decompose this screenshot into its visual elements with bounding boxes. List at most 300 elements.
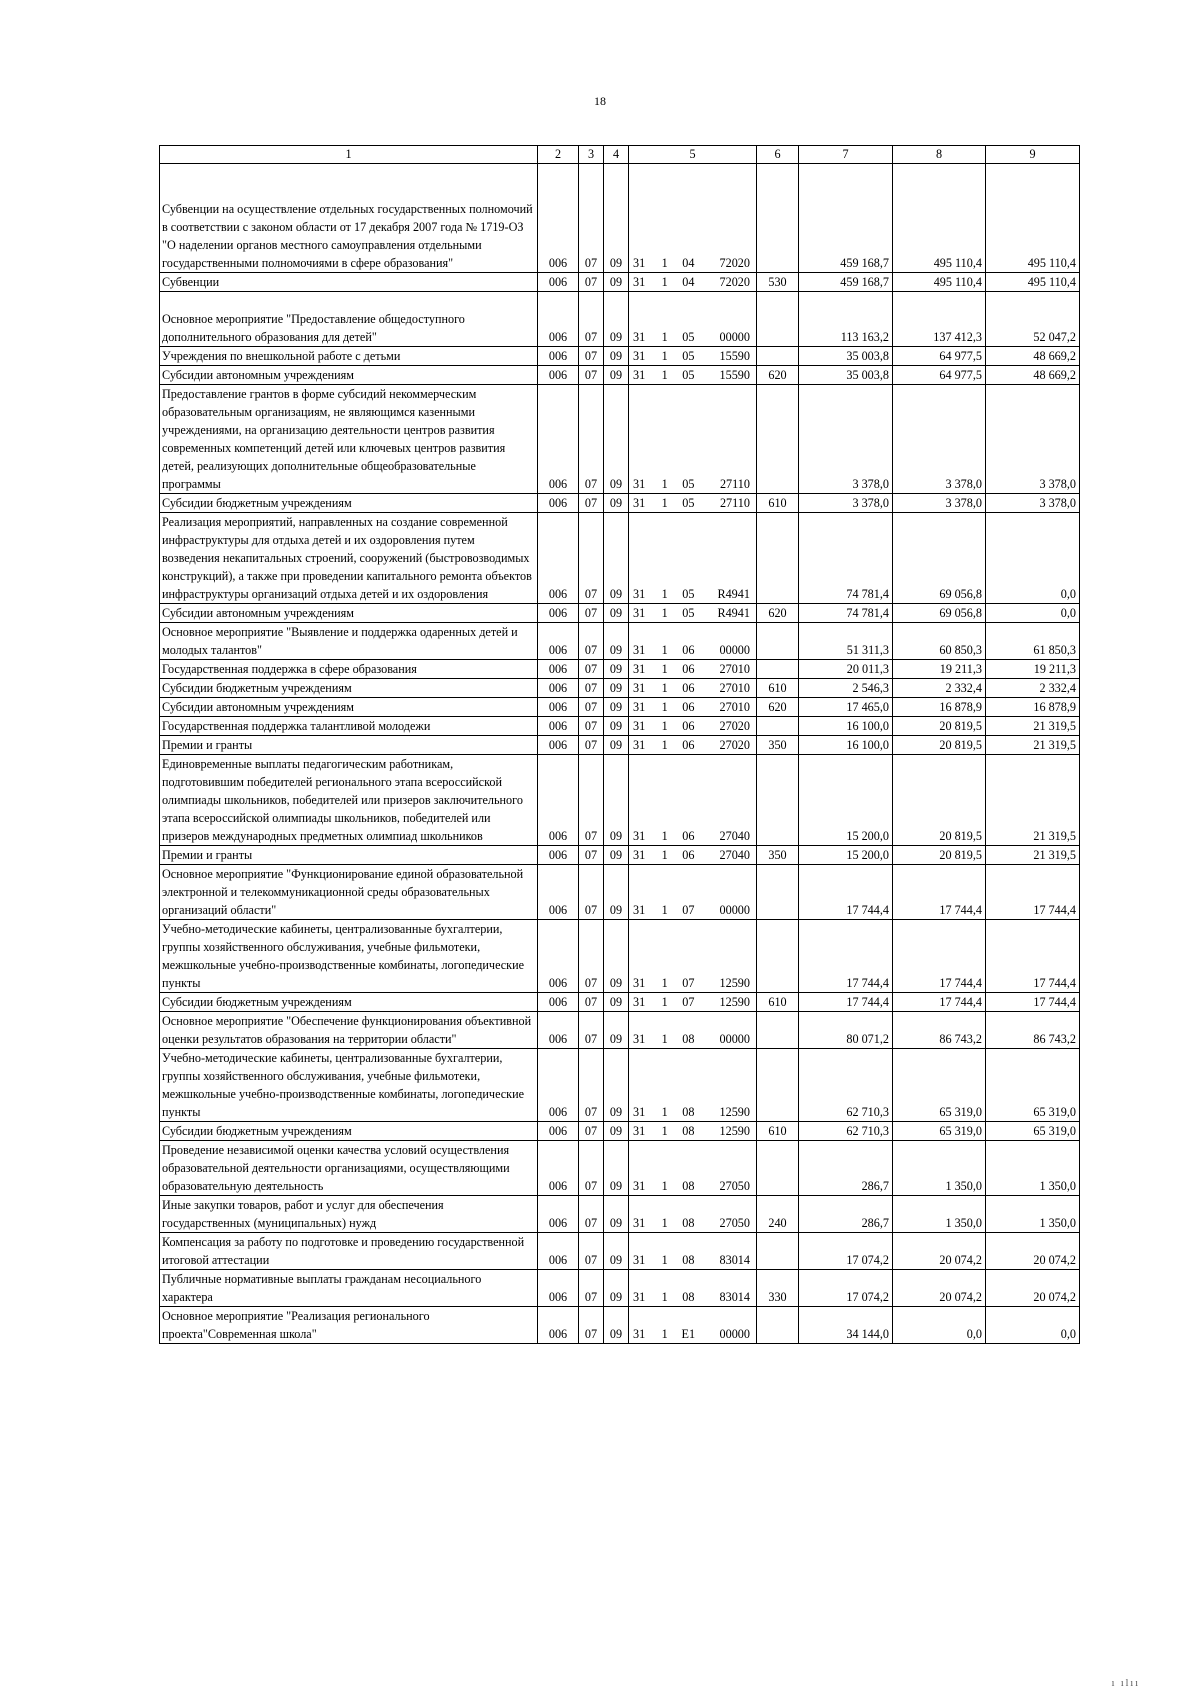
header-cell: 8 (893, 146, 986, 164)
expense-type-cell (757, 623, 799, 660)
row-name: Государственная поддержка в сфере образования (162, 662, 417, 676)
row-name: Основное мероприятие "Предоставление общедоступного дополнительного образования для детей" (162, 312, 465, 344)
expense-type-cell (757, 347, 799, 366)
target-article-k3: 07 (682, 903, 695, 917)
expense-type-cell (757, 660, 799, 679)
target-article-cell (629, 698, 757, 717)
row-name-cell (160, 366, 538, 385)
target-article-k2: 1 (661, 738, 668, 752)
target-article-k4: 00000 (719, 643, 750, 657)
ministry-code-cell: 006 (538, 993, 579, 1012)
target-article-k4: 72020 (719, 256, 750, 270)
row-name-cell (160, 623, 538, 660)
amount-2020-cell: 16 100,0 (799, 717, 893, 736)
target-article-k1: 31 (633, 275, 646, 289)
table-row (160, 273, 1080, 292)
target-article-k4: 00000 (719, 1327, 750, 1341)
subsection-code-cell: 09 (604, 920, 629, 993)
target-article-k1: 31 (633, 1105, 646, 1119)
ministry-code-cell: 006 (538, 1122, 579, 1141)
row-name: Субсидии бюджетным учреждениям (162, 1124, 352, 1138)
row-name-cell (160, 164, 538, 273)
target-article-k1: 31 (633, 1290, 646, 1304)
target-article-k3: 04 (682, 256, 695, 270)
target-article-k1: 31 (633, 976, 646, 990)
target-article-code (629, 494, 756, 512)
row-name: Предоставление грантов в форме субсидий некоммерческим образовательным организациям, не являющимся казенными учреждениями, на организацию деятельности центров развития современных компетенций детей или ключевых центров развития детей, реализующих дополнительные общеобразовательные программы (162, 387, 506, 491)
target-article-cell (629, 623, 757, 660)
budget-table (159, 145, 1080, 1344)
target-article-k4: 27040 (719, 829, 750, 843)
ministry-code-cell: 006 (538, 1196, 579, 1233)
target-article-k2: 1 (661, 1124, 668, 1138)
subsection-code-cell: 09 (604, 494, 629, 513)
ministry-code-cell: 006 (538, 164, 579, 273)
subsection-code-cell: 09 (604, 846, 629, 865)
table-row (160, 755, 1080, 846)
ministry-code-cell: 006 (538, 494, 579, 513)
target-article-cell (629, 993, 757, 1012)
target-article-k2: 1 (661, 903, 668, 917)
table-row (160, 660, 1080, 679)
row-name: Основное мероприятие "Выявление и поддержка одаренных детей и молодых талантов" (162, 625, 518, 657)
table-row (160, 494, 1080, 513)
row-spacer (162, 292, 535, 310)
row-name: Премии и гранты (162, 848, 253, 862)
target-article-cell (629, 385, 757, 494)
amount-2022-cell: 0,0 (986, 513, 1080, 604)
row-name: Премии и гранты (162, 738, 253, 752)
section-code-cell: 07 (579, 736, 604, 755)
section-code-cell: 07 (579, 717, 604, 736)
target-article-k4: 83014 (719, 1253, 750, 1267)
target-article-code (629, 1030, 756, 1048)
target-article-code (629, 1288, 756, 1306)
target-article-code (629, 1251, 756, 1269)
section-code-cell: 07 (579, 846, 604, 865)
amount-2020-cell: 113 163,2 (799, 292, 893, 347)
ministry-code-cell: 006 (538, 698, 579, 717)
target-article-code (629, 1325, 756, 1343)
row-name: Учебно-методические кабинеты, централизованные бухгалтерии, группы хозяйственного обслуживания, учебные фильмотеки, межшкольные учебно-производственные комбинаты, логопедические пункты (162, 1051, 525, 1119)
table-row (160, 1307, 1080, 1344)
ministry-code-cell: 006 (538, 679, 579, 698)
target-article-k2: 1 (661, 1032, 668, 1046)
target-article-k2: 1 (661, 1216, 668, 1230)
target-article-k4: 27110 (719, 477, 750, 491)
target-article-k2: 1 (661, 1105, 668, 1119)
target-article-k2: 1 (661, 477, 668, 491)
target-article-k4: 27010 (719, 700, 750, 714)
amount-2022-cell: 19 211,3 (986, 660, 1080, 679)
amount-2021-cell: 60 850,3 (893, 623, 986, 660)
target-article-k4: 27040 (719, 848, 750, 862)
ministry-code-cell: 006 (538, 366, 579, 385)
expense-type-cell: 610 (757, 993, 799, 1012)
target-article-cell (629, 1122, 757, 1141)
row-name-cell (160, 604, 538, 623)
target-article-k3: 08 (682, 1124, 695, 1138)
row-name: Государственная поддержка талантливой молодежи (162, 719, 431, 733)
target-article-k2: 1 (661, 995, 668, 1009)
target-article-code (629, 1122, 756, 1140)
section-code-cell: 07 (579, 385, 604, 494)
subsection-code-cell: 09 (604, 736, 629, 755)
section-code-cell: 07 (579, 1141, 604, 1196)
amount-2021-cell: 64 977,5 (893, 347, 986, 366)
target-article-k3: 04 (682, 275, 695, 289)
expense-type-cell: 240 (757, 1196, 799, 1233)
amount-2020-cell: 15 200,0 (799, 755, 893, 846)
subsection-code-cell: 09 (604, 1307, 629, 1344)
section-code-cell: 07 (579, 698, 604, 717)
amount-2021-cell: 17 744,4 (893, 865, 986, 920)
expense-type-cell (757, 717, 799, 736)
table-row (160, 717, 1080, 736)
amount-2021-cell: 19 211,3 (893, 660, 986, 679)
target-article-k2: 1 (661, 662, 668, 676)
target-article-k1: 31 (633, 719, 646, 733)
target-article-k1: 31 (633, 1032, 646, 1046)
expense-type-cell: 620 (757, 366, 799, 385)
row-name-cell (160, 736, 538, 755)
amount-2022-cell: 0,0 (986, 604, 1080, 623)
target-article-k4: 83014 (719, 1290, 750, 1304)
header-cell: 1 (160, 146, 538, 164)
target-article-k4: 12590 (719, 976, 750, 990)
target-article-cell (629, 846, 757, 865)
target-article-k2: 1 (661, 256, 668, 270)
scan-mark: ı ılıı (1111, 1678, 1140, 1689)
target-article-cell (629, 1049, 757, 1122)
subsection-code-cell: 09 (604, 1012, 629, 1049)
target-article-cell (629, 292, 757, 347)
target-article-k4: R4941 (717, 587, 750, 601)
row-name: Субсидии автономным учреждениям (162, 700, 354, 714)
subsection-code-cell: 09 (604, 698, 629, 717)
ministry-code-cell: 006 (538, 865, 579, 920)
amount-2022-cell: 65 319,0 (986, 1049, 1080, 1122)
section-code-cell: 07 (579, 993, 604, 1012)
target-article-k3: 06 (682, 848, 695, 862)
target-article-code (629, 736, 756, 754)
expense-type-cell: 610 (757, 494, 799, 513)
amount-2021-cell: 20 819,5 (893, 736, 986, 755)
target-article-cell (629, 366, 757, 385)
target-article-cell (629, 920, 757, 993)
ministry-code-cell: 006 (538, 1141, 579, 1196)
target-article-code (629, 604, 756, 622)
target-article-code (629, 254, 756, 272)
amount-2020-cell: 17 465,0 (799, 698, 893, 717)
header-cell: 4 (604, 146, 629, 164)
target-article-k3: 06 (682, 662, 695, 676)
row-name: Основное мероприятие "Обеспечение функционирования объективной оценки результатов образования на территории области" (162, 1014, 532, 1046)
target-article-k3: 08 (682, 1253, 695, 1267)
table-row (160, 1122, 1080, 1141)
expense-type-cell (757, 513, 799, 604)
target-article-k2: 1 (661, 1253, 668, 1267)
row-name: Субсидии автономным учреждениям (162, 606, 354, 620)
amount-2022-cell: 65 319,0 (986, 1122, 1080, 1141)
row-name: Субвенции на осуществление отдельных государственных полномочий в соответствии с законом области от 17 декабря 2007 года № 1719-ОЗ "О наделении органов местного самоуправления отдельными государственными полномочиями в сфере образования" (162, 202, 533, 270)
row-name-cell (160, 1196, 538, 1233)
amount-2020-cell: 74 781,4 (799, 604, 893, 623)
row-name: Субсидии бюджетным учреждениям (162, 681, 352, 695)
amount-2020-cell: 20 011,3 (799, 660, 893, 679)
header-cell: 6 (757, 146, 799, 164)
amount-2022-cell: 61 850,3 (986, 623, 1080, 660)
subsection-code-cell: 09 (604, 755, 629, 846)
amount-2022-cell: 21 319,5 (986, 736, 1080, 755)
amount-2020-cell: 459 168,7 (799, 273, 893, 292)
target-article-k1: 31 (633, 903, 646, 917)
amount-2022-cell: 1 350,0 (986, 1141, 1080, 1196)
amount-2020-cell: 286,7 (799, 1141, 893, 1196)
amount-2020-cell: 15 200,0 (799, 846, 893, 865)
target-article-k3: 06 (682, 829, 695, 843)
row-name: Публичные нормативные выплаты гражданам несоциального характера (162, 1272, 482, 1304)
subsection-code-cell: 09 (604, 347, 629, 366)
table-row (160, 292, 1080, 347)
amount-2020-cell: 2 546,3 (799, 679, 893, 698)
row-name-cell (160, 347, 538, 366)
target-article-cell (629, 273, 757, 292)
row-name: Субсидии бюджетным учреждениям (162, 995, 352, 1009)
target-article-code (629, 974, 756, 992)
table-row (160, 347, 1080, 366)
target-article-k3: 08 (682, 1290, 695, 1304)
row-name-cell (160, 513, 538, 604)
table-row (160, 1049, 1080, 1122)
section-code-cell: 07 (579, 292, 604, 347)
subsection-code-cell: 09 (604, 1141, 629, 1196)
section-code-cell: 07 (579, 920, 604, 993)
target-article-cell (629, 513, 757, 604)
target-article-k2: 1 (661, 1290, 668, 1304)
target-article-k2: 1 (661, 976, 668, 990)
expense-type-cell: 530 (757, 273, 799, 292)
amount-2022-cell: 0,0 (986, 1307, 1080, 1344)
table-header-row (160, 146, 1080, 164)
expense-type-cell (757, 1049, 799, 1122)
target-article-code (629, 679, 756, 697)
target-article-k2: 1 (661, 275, 668, 289)
ministry-code-cell: 006 (538, 292, 579, 347)
table-row (160, 1012, 1080, 1049)
target-article-k2: 1 (661, 1327, 668, 1341)
row-name-cell (160, 717, 538, 736)
ministry-code-cell: 006 (538, 385, 579, 494)
amount-2021-cell: 20 819,5 (893, 755, 986, 846)
row-name-cell (160, 846, 538, 865)
table-row (160, 679, 1080, 698)
amount-2020-cell: 17 074,2 (799, 1270, 893, 1307)
row-name: Субсидии бюджетным учреждениям (162, 496, 352, 510)
row-name-cell (160, 1233, 538, 1270)
subsection-code-cell: 09 (604, 993, 629, 1012)
section-code-cell: 07 (579, 366, 604, 385)
amount-2022-cell: 16 878,9 (986, 698, 1080, 717)
amount-2021-cell: 20 819,5 (893, 846, 986, 865)
ministry-code-cell: 006 (538, 920, 579, 993)
target-article-k4: 00000 (719, 1032, 750, 1046)
amount-2021-cell: 3 378,0 (893, 385, 986, 494)
target-article-cell (629, 755, 757, 846)
target-article-k1: 31 (633, 477, 646, 491)
target-article-k4: 27050 (719, 1216, 750, 1230)
target-article-cell (629, 717, 757, 736)
header-cell: 7 (799, 146, 893, 164)
row-name-cell (160, 1270, 538, 1307)
table-row (160, 698, 1080, 717)
row-spacer (162, 164, 535, 200)
row-name-cell (160, 660, 538, 679)
table-row (160, 604, 1080, 623)
table-row (160, 1270, 1080, 1307)
target-article-k1: 31 (633, 662, 646, 676)
ministry-code-cell: 006 (538, 273, 579, 292)
table-row (160, 1233, 1080, 1270)
target-article-k2: 1 (661, 349, 668, 363)
row-name: Субсидии автономным учреждениям (162, 368, 354, 382)
target-article-k4: 00000 (719, 330, 750, 344)
expense-type-cell (757, 1012, 799, 1049)
row-name-cell (160, 385, 538, 494)
target-article-cell (629, 164, 757, 273)
table-row (160, 385, 1080, 494)
subsection-code-cell: 09 (604, 660, 629, 679)
target-article-k3: 06 (682, 719, 695, 733)
amount-2020-cell: 80 071,2 (799, 1012, 893, 1049)
amount-2020-cell: 3 378,0 (799, 494, 893, 513)
row-name-cell (160, 1307, 538, 1344)
amount-2021-cell: 137 412,3 (893, 292, 986, 347)
amount-2022-cell: 495 110,4 (986, 273, 1080, 292)
row-name-cell (160, 1122, 538, 1141)
target-article-cell (629, 736, 757, 755)
section-code-cell: 07 (579, 1122, 604, 1141)
amount-2020-cell: 17 744,4 (799, 865, 893, 920)
ministry-code-cell: 006 (538, 717, 579, 736)
amount-2021-cell: 86 743,2 (893, 1012, 986, 1049)
amount-2020-cell: 3 378,0 (799, 385, 893, 494)
target-article-k4: 27050 (719, 1179, 750, 1193)
table-row (160, 920, 1080, 993)
target-article-k3: 08 (682, 1105, 695, 1119)
amount-2021-cell: 16 878,9 (893, 698, 986, 717)
amount-2020-cell: 16 100,0 (799, 736, 893, 755)
target-article-k1: 31 (633, 995, 646, 1009)
section-code-cell: 07 (579, 494, 604, 513)
target-article-cell (629, 604, 757, 623)
ministry-code-cell: 006 (538, 1012, 579, 1049)
target-article-k2: 1 (661, 829, 668, 843)
amount-2021-cell: 20 074,2 (893, 1233, 986, 1270)
expense-type-cell (757, 920, 799, 993)
expense-type-cell: 610 (757, 679, 799, 698)
target-article-k2: 1 (661, 848, 668, 862)
amount-2021-cell: 1 350,0 (893, 1196, 986, 1233)
amount-2022-cell: 3 378,0 (986, 494, 1080, 513)
section-code-cell: 07 (579, 164, 604, 273)
row-name: Проведение независимой оценки качества условий осуществления образовательной деятельности организациями, осуществляющими образовательную деятельность (162, 1143, 510, 1193)
page-number: 18 (594, 94, 606, 108)
row-name-cell (160, 865, 538, 920)
subsection-code-cell: 09 (604, 513, 629, 604)
amount-2021-cell: 20 819,5 (893, 717, 986, 736)
subsection-code-cell: 09 (604, 623, 629, 660)
row-name-cell (160, 755, 538, 846)
table-row (160, 366, 1080, 385)
target-article-k4: 00000 (719, 903, 750, 917)
section-code-cell: 07 (579, 1049, 604, 1122)
target-article-k4: 27010 (719, 662, 750, 676)
row-name: Основное мероприятие "Реализация регионального проекта"Современная школа" (162, 1309, 430, 1341)
subsection-code-cell: 09 (604, 273, 629, 292)
target-article-code (629, 347, 756, 365)
target-article-cell (629, 347, 757, 366)
target-article-k1: 31 (633, 738, 646, 752)
amount-2022-cell: 17 744,4 (986, 993, 1080, 1012)
ministry-code-cell: 006 (538, 513, 579, 604)
subsection-code-cell: 09 (604, 1049, 629, 1122)
target-article-k1: 31 (633, 606, 646, 620)
subsection-code-cell: 09 (604, 385, 629, 494)
amount-2022-cell: 48 669,2 (986, 347, 1080, 366)
target-article-k4: 27110 (719, 496, 750, 510)
expense-type-cell (757, 164, 799, 273)
target-article-k4: 27010 (719, 681, 750, 695)
target-article-code (629, 660, 756, 678)
amount-2020-cell: 17 074,2 (799, 1233, 893, 1270)
target-article-k3: 05 (682, 330, 695, 344)
target-article-k2: 1 (661, 496, 668, 510)
amount-2022-cell: 48 669,2 (986, 366, 1080, 385)
amount-2021-cell: 1 350,0 (893, 1141, 986, 1196)
target-article-k1: 31 (633, 330, 646, 344)
target-article-cell (629, 494, 757, 513)
section-code-cell: 07 (579, 513, 604, 604)
ministry-code-cell: 006 (538, 623, 579, 660)
row-name: Иные закупки товаров, работ и услуг для обеспечения государственных (муниципальных) нужд (162, 1198, 444, 1230)
target-article-k1: 31 (633, 1124, 646, 1138)
target-article-code (629, 585, 756, 603)
ministry-code-cell: 006 (538, 736, 579, 755)
amount-2022-cell: 20 074,2 (986, 1270, 1080, 1307)
target-article-k1: 31 (633, 1179, 646, 1193)
target-article-code (629, 328, 756, 346)
target-article-k2: 1 (661, 719, 668, 733)
amount-2021-cell: 17 744,4 (893, 920, 986, 993)
expense-type-cell (757, 865, 799, 920)
ministry-code-cell: 006 (538, 1049, 579, 1122)
amount-2022-cell: 21 319,5 (986, 717, 1080, 736)
amount-2021-cell: 65 319,0 (893, 1122, 986, 1141)
ministry-code-cell: 006 (538, 604, 579, 623)
target-article-k1: 31 (633, 700, 646, 714)
row-name-cell (160, 698, 538, 717)
amount-2022-cell: 21 319,5 (986, 846, 1080, 865)
table-body (160, 164, 1080, 1344)
ministry-code-cell: 006 (538, 846, 579, 865)
section-code-cell: 07 (579, 273, 604, 292)
expense-type-cell (757, 1307, 799, 1344)
amount-2021-cell: 3 378,0 (893, 494, 986, 513)
amount-2020-cell: 62 710,3 (799, 1049, 893, 1122)
row-name-cell (160, 1012, 538, 1049)
table-row (160, 846, 1080, 865)
